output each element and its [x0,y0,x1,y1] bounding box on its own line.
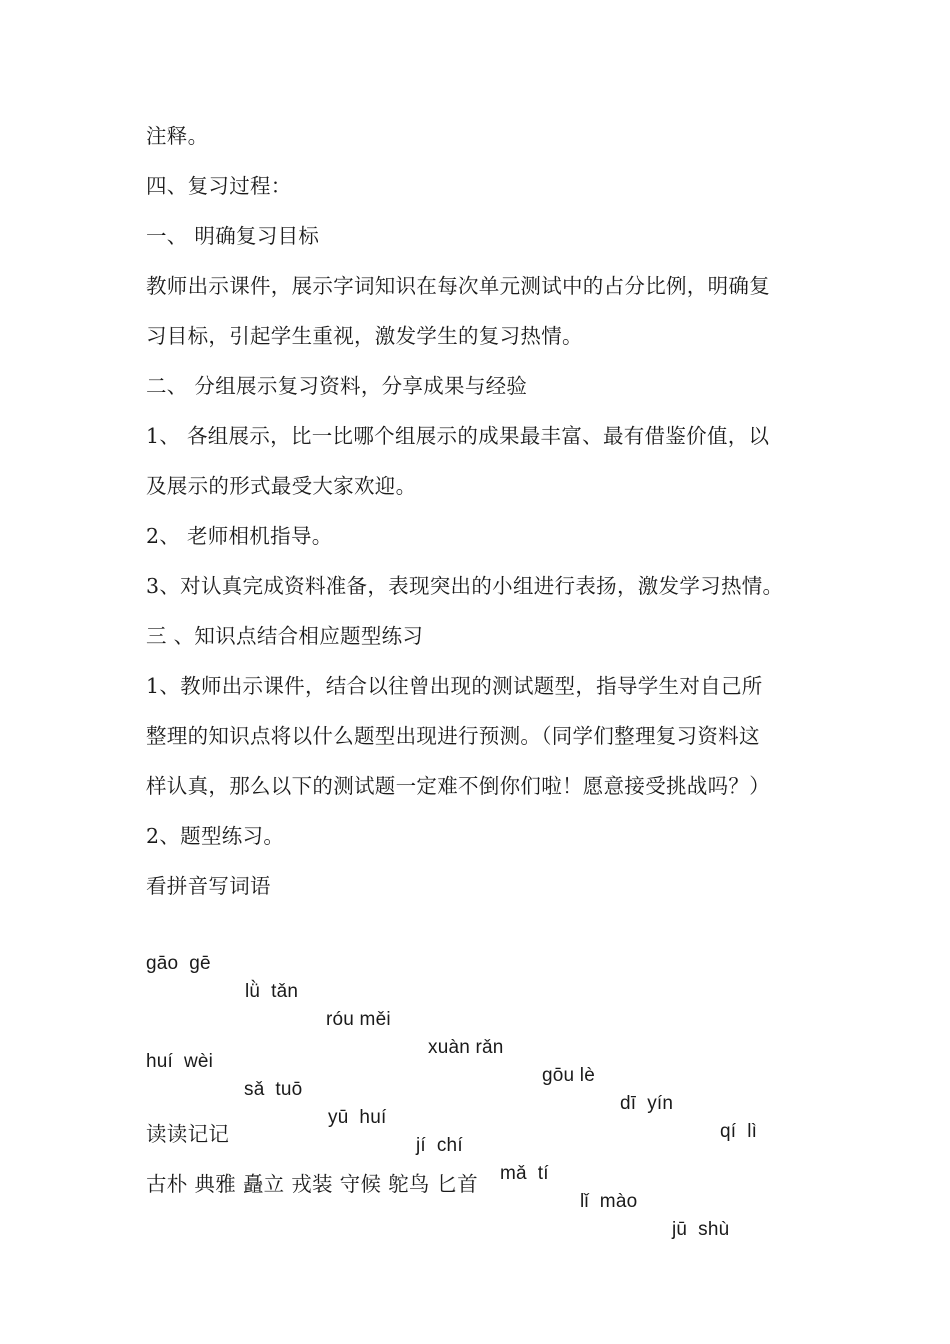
section-heading-review-process: 四、复习过程： [146,174,292,198]
pinyin-word: huí wèi [146,1051,214,1072]
subheading-1: 一、 明确复习目标 [146,224,320,248]
paragraph-line: 整理的知识点将以什么题型出现进行预测。（同学们整理复习资料这 [146,724,760,748]
pinyin-word: mǎ tí [500,1163,549,1184]
pinyin-word: jí chí [416,1135,463,1156]
paragraph-line: 样认真，那么以下的测试题一定难不倒你们啦！愿意接受挑战吗？） [146,774,770,798]
pinyin-word: xuàn rǎn [428,1037,504,1058]
pinyin-word: róu měi [326,1009,391,1030]
read-remember-title: 读读记记 [146,1122,230,1146]
pinyin-word: lǐ mào [580,1191,638,1212]
pinyin-word: gōu lè [542,1065,595,1086]
text-line-1: 注释。 [146,124,209,148]
exercise-title: 看拼音写词语 [146,874,271,898]
pinyin-word: gāo gē [146,953,211,974]
paragraph-line: 习目标，引起学生重视，激发学生的复习热情。 [146,324,583,348]
paragraph-line: 教师出示课件，展示字词知识在每次单元测试中的占分比例，明确复 [146,274,770,298]
pinyin-word: jū shù [672,1219,730,1240]
subheading-3: 三 、知识点结合相应题型练习 [146,624,424,648]
paragraph-line: 1、教师出示课件，结合以往曾出现的测试题型，指导学生对自己所 [146,674,763,698]
paragraph-line: 2、 老师相机指导。 [146,524,333,548]
subheading-2: 二、 分组展示复习资料，分享成果与经验 [146,374,528,398]
paragraph-line: 及展示的形式最受大家欢迎。 [146,474,417,498]
pinyin-word: lǜ tǎn [245,981,299,1002]
pinyin-word: qí lì [720,1121,758,1142]
pinyin-word: sǎ tuō [244,1079,303,1100]
paragraph-line: 1、 各组展示，比一比哪个组展示的成果最丰富、最有借鉴价值，以 [146,424,770,448]
read-remember-words: 古朴 典雅 矗立 戎装 守候 鸵鸟 匕首 [146,1172,479,1196]
pinyin-word: yū huí [328,1107,387,1128]
paragraph-line: 3、对认真完成资料准备，表现突出的小组进行表扬，激发学习热情。 [146,574,784,598]
paragraph-line: 2、题型练习。 [146,824,285,848]
pinyin-word: dī yín [620,1093,674,1114]
